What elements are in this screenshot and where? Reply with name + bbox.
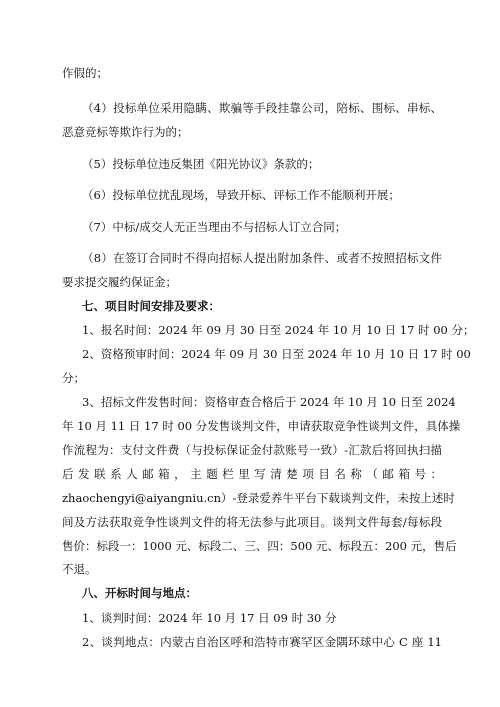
- text-line: （4）投标单位采用隐瞒、欺骗等手段挂靠公司，陪标、围标、串标、: [82, 101, 442, 115]
- text-line: （7）中标/成交人无正当理由不与招标人订立合同；: [82, 220, 347, 234]
- text-line: 年 10 月 11 日 17 时 00 分发售谈判文件，申请获取竞争性谈判文件，具体操: [62, 419, 461, 433]
- text-line: 2、资格预审时间：2024 年 09 月 30 日至 2024 年 10 月 10 日 17 时 00: [82, 347, 471, 361]
- text-line: 分；: [62, 371, 85, 385]
- text-line: 1、谈判时间：2024 年 10 月 17 日 09 时 30 分: [82, 611, 337, 625]
- text-line: （6）投标单位扰乱现场，导致开标、评标工作不能顺利开展；: [82, 188, 400, 202]
- text-line: （5）投标单位违反集团《阳光协议》条款的；: [82, 157, 320, 171]
- text-line: 作流程为：支付文件费（与投标保证金付款账号一致）-汇款后将回执扫描: [62, 443, 442, 457]
- text-line: 1、报名时间：2024 年 09 月 30 日至 2024 年 10 月 10 日 17 时 00 分；: [82, 323, 475, 337]
- text-line: zhaochengyi@aiyangniu.cn）-登录爱养牛平台下载谈判文件，未按上述时: [62, 491, 455, 505]
- text-line: 恶意竞标等欺诈行为的；: [62, 125, 189, 139]
- section-heading: 八、开标时间与地点：: [82, 586, 197, 600]
- text-line: 间及方法获取竞争性谈判文件的将无法参与此项目。谈判文件每套/每标段: [62, 515, 442, 529]
- text-line: 后 发 联 系 人 邮 箱 ， 主 题 栏 里 写 清 楚 项 目 名 称 （ 邮 箱 号 ：: [62, 467, 442, 481]
- text-line: 2、谈判地点：内蒙古自治区呼和浩特市赛罕区金隅环球中心 C 座 11: [82, 635, 442, 649]
- text-line: （8）在签订合同时不得向招标人提出附加条件、或者不按照招标文件: [82, 251, 442, 265]
- text-line: 不退。: [62, 562, 97, 576]
- text-line: 要求提交履约保证金；: [62, 275, 177, 289]
- text-line: 售价：标段一：1000 元、标段二、三、四：500 元、标段五：200 元，售后: [62, 539, 457, 553]
- text-line: 3、招标文件发售时间：资格审查合格后于 2024 年 10 月 10 日至 2024: [82, 395, 456, 409]
- text-line: 作假的；: [62, 66, 108, 80]
- section-heading: 七、项目时间安排及要求：: [82, 299, 220, 313]
